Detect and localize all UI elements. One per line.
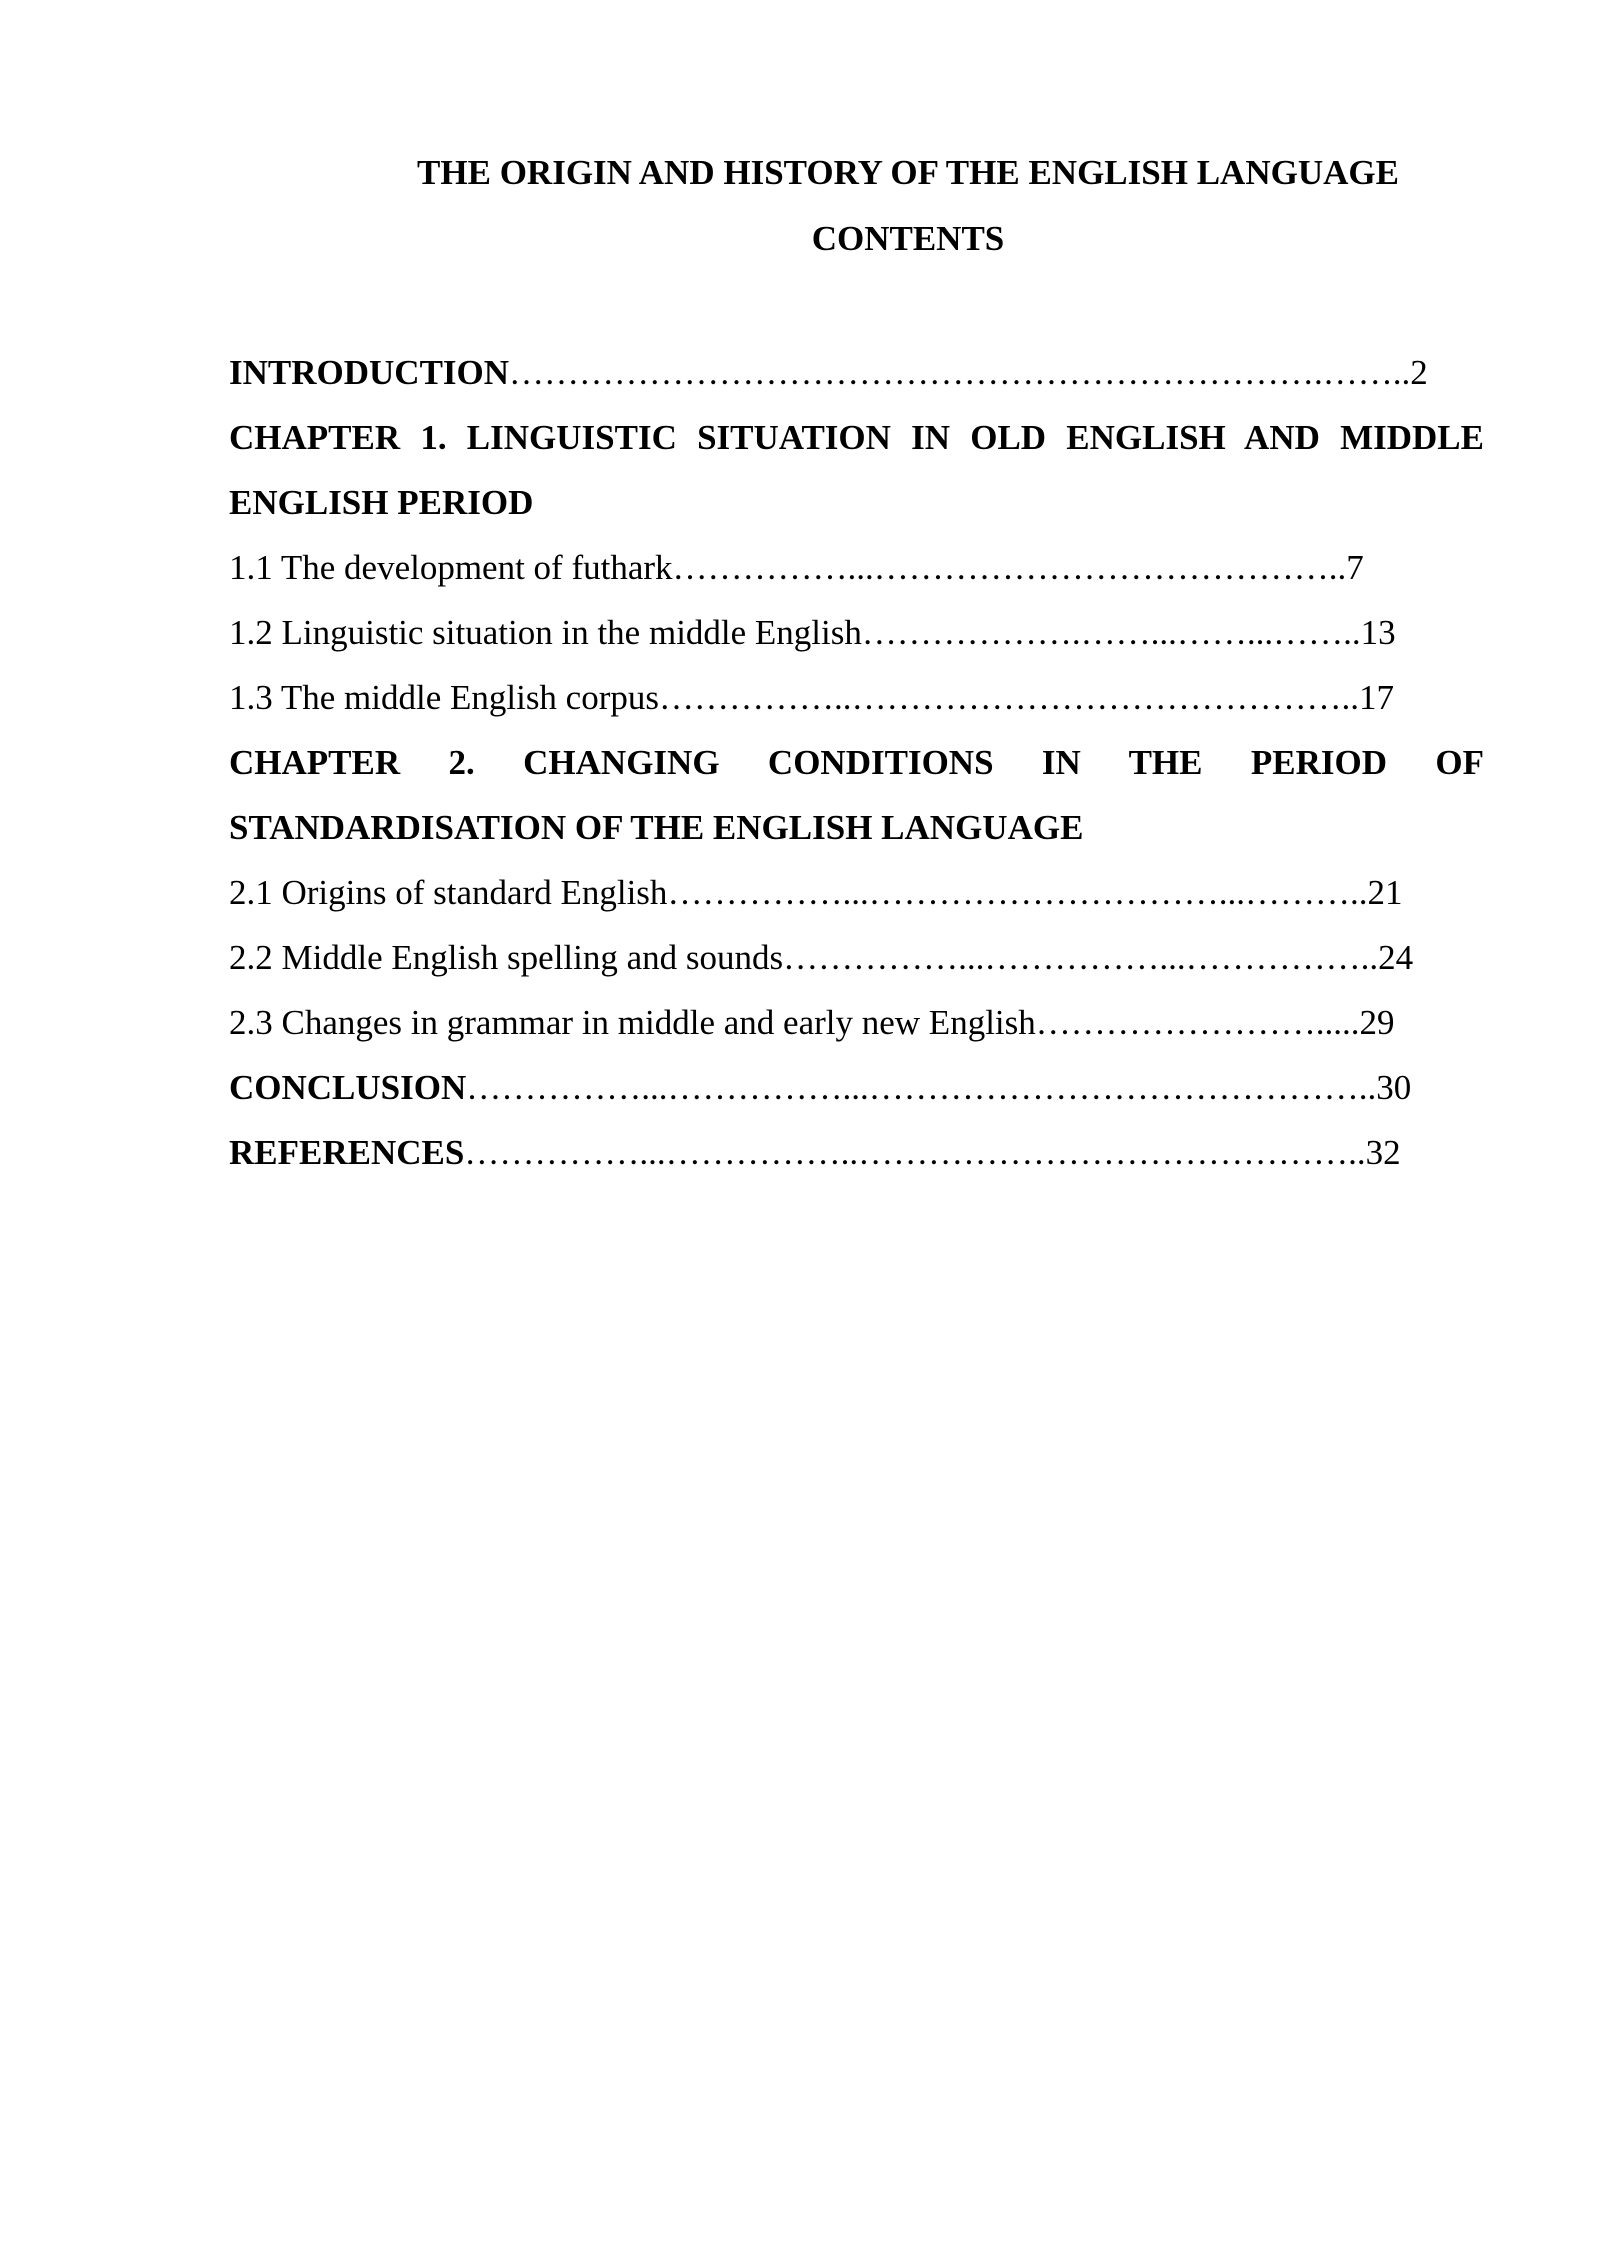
toc-page-number: 30 (1376, 1068, 1412, 1107)
toc-entry-2-2 (229, 925, 1484, 990)
toc-entry-1-3 (229, 665, 1484, 730)
toc-entry-2-3 (229, 990, 1484, 1055)
toc-chapter-1-line-1: CHAPTER 1. LINGUISTIC SITUATION IN OLD ENGLISH AND MIDDLE (229, 418, 1484, 457)
toc-page-number: 29 (1359, 1003, 1395, 1042)
toc-entry-2-1 (229, 860, 1484, 925)
toc-chapter-2-line-1: CHAPTER 2. CHANGING CONDITIONS IN THE PERIOD OF (229, 743, 1484, 782)
toc-chapter-2-line-2: STANDARDISATION OF THE ENGLISH LANGUAGE (229, 808, 1084, 847)
toc-entry-label: CONCLUSION (229, 1068, 467, 1107)
toc-leader-dots: ……………….……...……...…….. (861, 613, 1361, 652)
toc-leader-dots: ……………...………………………………….. (672, 548, 1347, 587)
document-title: THE ORIGIN AND HISTORY OF THE ENGLISH LANGUAGE (417, 153, 1399, 192)
toc-entry-introduction (229, 340, 1484, 405)
toc-page-number: 21 (1367, 873, 1403, 912)
contents-heading: CONTENTS (811, 219, 1005, 258)
toc-entry-label: 2.2 Middle English spelling and sounds (229, 938, 784, 977)
toc-entry-1-1 (229, 535, 1484, 600)
toc-entry-conclusion (229, 1055, 1484, 1120)
toc-page-number: 17 (1359, 678, 1394, 717)
toc-page-number: 32 (1365, 1133, 1401, 1172)
toc-entry-label: 1.3 The middle English corpus (229, 678, 659, 717)
toc-entry-label: 1.1 The development of futhark (229, 548, 673, 587)
toc-chapter-1-line-2: ENGLISH PERIOD (229, 483, 534, 522)
toc-leader-dots: ……………...……………...…………………………………….. (466, 1068, 1377, 1107)
toc-leader-dots: ……………...…………………………...……….. (667, 873, 1368, 912)
toc-entry-label: 2.3 Changes in grammar in middle and early new English (229, 1003, 1036, 1042)
toc-page-number: 24 (1378, 938, 1414, 977)
toc-entry-label: 1.2 Linguistic situation in the middle English (229, 613, 862, 652)
toc-leader-dots: ……………...……………..…………………………………….. (464, 1133, 1366, 1172)
toc-page-number: 13 (1360, 613, 1396, 652)
toc-page-number: 2 (1410, 353, 1428, 392)
toc-entry-label: INTRODUCTION (229, 353, 510, 392)
toc-entry-references (229, 1120, 1484, 1185)
toc-leader-dots: ……………………..... (1035, 1003, 1360, 1042)
toc-leader-dots: ……………..…………………………………….. (659, 678, 1359, 717)
toc-entry-label: REFERENCES (229, 1133, 465, 1172)
toc-leader-dots: ……………...……………...…………….. (783, 938, 1379, 977)
toc-leader-dots: …………………………………………………………….…….. (509, 353, 1411, 392)
toc-entry-1-2 (229, 600, 1484, 665)
table-of-contents (229, 340, 1484, 1185)
toc-page-number: 7 (1346, 548, 1364, 587)
toc-entry-label: 2.1 Origins of standard English (229, 873, 668, 912)
